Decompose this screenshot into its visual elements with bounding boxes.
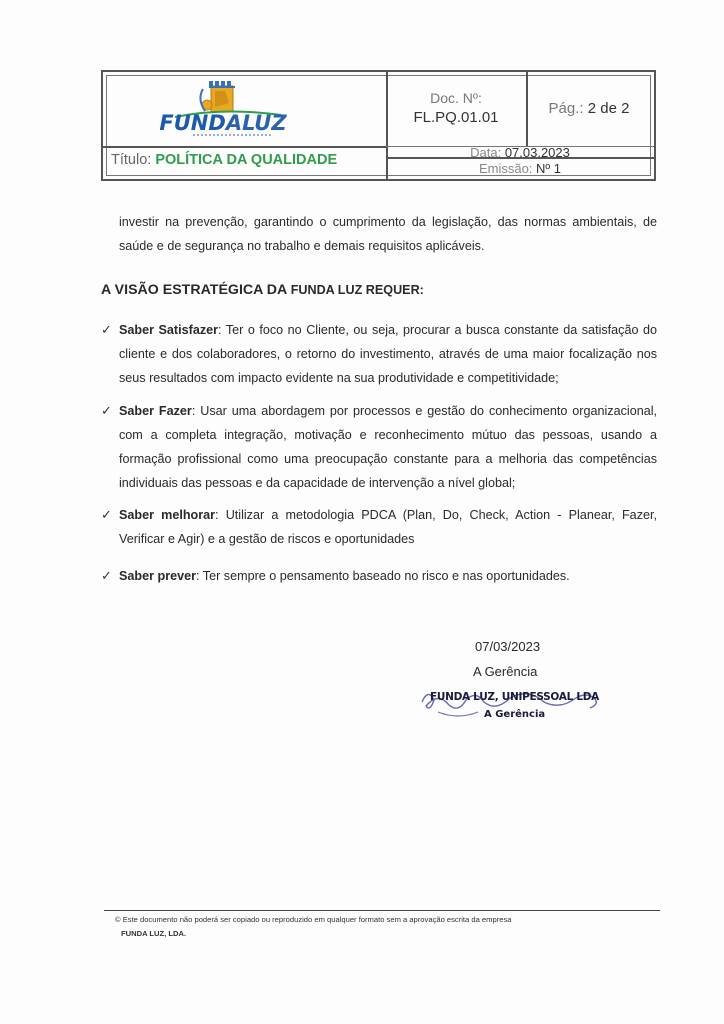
item-description: : Ter o foco no Cliente, ou seja, procurar a busca constante da satisfação do cliente e dos colaboradores, o retorno do investimento, através de uma maior focalização nos seus resultados com impacto evidente na sua produtividade e competitividade; <box>119 323 657 385</box>
date-value: 07.03.2023 <box>504 145 570 160</box>
issue-value: Nº 1 <box>536 161 562 176</box>
company-logo <box>153 77 293 139</box>
item-description: : Ter sempre o pensamento baseado no risco e nas oportunidades. <box>196 569 570 583</box>
page-number <box>526 100 652 117</box>
date-label: Data: <box>470 145 502 160</box>
item-term: Saber melhorar <box>119 508 216 522</box>
stamp-role: A Gerência <box>484 709 546 720</box>
item-description: : Utilizar a metodologia PDCA (Plan, Do, Check, Action - Planear, Fazer, Verificar e Agir) e a gestão de riscos e oportunidades <box>119 508 657 546</box>
issue-label: Emissão: <box>478 161 533 176</box>
item-term: Saber Fazer <box>119 404 192 418</box>
page-value: 2 de 2 <box>587 100 630 117</box>
title-value: POLÍTICA DA QUALIDADE <box>155 152 338 168</box>
checkmark-icon: ✓ <box>101 507 112 522</box>
list-item-text <box>119 503 657 551</box>
item-term: Saber prever <box>119 569 197 583</box>
header-divider <box>103 146 386 148</box>
company-stamp <box>418 686 608 736</box>
title-label: Título: <box>111 152 152 168</box>
document-title <box>111 152 381 168</box>
doc-number-value: FL.PQ.01.01 <box>413 109 499 126</box>
section-heading <box>101 282 424 298</box>
signature-date: 07/03/2023 <box>475 639 541 654</box>
item-description: : Usar uma abordagem por processos e gestão do conhecimento organizacional, com a completa integração, motivação e reconhecimento mútuo das pessoas, usando a formação profissional como uma preocupação constante para a melhoria das competências individuais das pessoas e da capacidade de intervenção a nível global; <box>119 404 657 490</box>
document-issue <box>386 161 654 176</box>
logo-part-2: ALUZ <box>225 111 287 135</box>
heading-main: A VISÃO ESTRATÉGICA DA <box>101 282 291 298</box>
checkmark-icon: ✓ <box>101 322 112 337</box>
intro-paragraph: investir na prevenção, garantindo o cumprimento da legislação, das normas ambientais, de saúde e de segurança no trabalho e demais requisitos aplicáveis. <box>119 215 657 253</box>
document-date <box>386 145 654 160</box>
list-item-text <box>119 318 657 390</box>
heading-company: FUNDA LUZ REQUER: <box>290 283 424 297</box>
item-term: Saber Satisfazer <box>119 323 219 337</box>
signature-role: A Gerência <box>473 664 538 679</box>
list-item-text <box>119 564 657 588</box>
logo-part-1: FUND <box>159 111 226 135</box>
stamp-company-name: FUNDA LUZ, UNIPESSOAL LDA <box>430 691 599 703</box>
document-header-table <box>101 70 656 181</box>
checkmark-icon: ✓ <box>101 403 112 418</box>
doc-number-label: Doc. Nº: <box>430 90 482 106</box>
logo-wordmark <box>153 111 293 135</box>
footer-company: FUNDA LUZ, LDA. <box>121 929 187 938</box>
list-item-text <box>119 399 657 495</box>
footer-divider <box>104 910 660 911</box>
footer-copyright: © Este documento não poderá ser copiado ou reproduzido em qualquer formato sem a aprovação escrita da empresa <box>115 915 512 924</box>
checkmark-icon: ✓ <box>101 568 112 583</box>
page-label: Pág.: <box>548 100 584 117</box>
